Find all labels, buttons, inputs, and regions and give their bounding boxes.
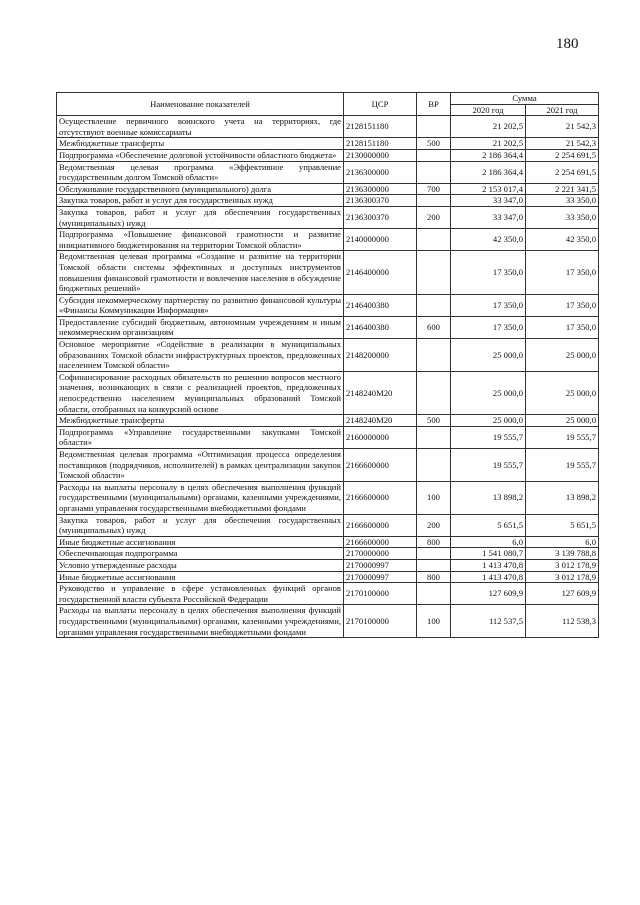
- row-csr: 2166600000: [344, 481, 417, 514]
- row-sum-2020: 25 000,0: [451, 339, 526, 372]
- row-csr: 2166600000: [344, 536, 417, 548]
- row-vr: 200: [417, 514, 451, 536]
- row-name: Основное мероприятие «Содействие в реализации в муниципальных образованиях Томской области инфраструктурных проектов, предложенных населением Томской области»: [57, 339, 344, 372]
- row-sum-2021: 6,0: [526, 536, 599, 548]
- table-row: [57, 605, 599, 638]
- row-name: Ведомственная целевая программа «Создание и развитие на территории Томской области системы эффективных и доступных инструментов повышения финансовой грамотности и вовлечения населения в обсуждение бюджетных решений»: [57, 251, 344, 294]
- row-sum-2020: 2 153 017,4: [451, 183, 526, 195]
- row-sum-2020: 33 347,0: [451, 206, 526, 228]
- budget-table: [56, 92, 599, 638]
- table-body: [57, 116, 599, 638]
- table-row: [57, 138, 599, 150]
- row-vr: 800: [417, 571, 451, 583]
- row-name: Предоставление субсидий бюджетным, автономным учреждениям и иным некоммерческим организациям: [57, 316, 344, 338]
- row-sum-2020: 5 651,5: [451, 514, 526, 536]
- row-vr: [417, 339, 451, 372]
- header-name: Наименование показателей: [57, 93, 344, 116]
- row-sum-2021: 2 254 691,5: [526, 149, 599, 161]
- row-name: Иные бюджетные ассигнования: [57, 571, 344, 583]
- row-name: Межбюджетные трансферты: [57, 415, 344, 427]
- row-vr: 100: [417, 481, 451, 514]
- row-sum-2020: 19 555,7: [451, 449, 526, 482]
- row-vr: [417, 229, 451, 251]
- row-sum-2020: 33 347,0: [451, 195, 526, 207]
- row-name: Руководство и управление в сфере установленных функций органов государственной власти субъекта Российской Федерации: [57, 583, 344, 605]
- table-row: [57, 583, 599, 605]
- row-sum-2020: 21 202,5: [451, 116, 526, 138]
- row-vr: [417, 426, 451, 448]
- table-row: [57, 229, 599, 251]
- row-vr: [417, 294, 451, 316]
- row-sum-2020: 17 350,0: [451, 251, 526, 294]
- row-csr: 2148200000: [344, 339, 417, 372]
- table-header: [57, 93, 599, 116]
- row-csr: 2146400000: [344, 251, 417, 294]
- row-sum-2021: 13 898,2: [526, 481, 599, 514]
- row-sum-2021: 42 350,0: [526, 229, 599, 251]
- row-sum-2020: 25 000,0: [451, 415, 526, 427]
- row-sum-2021: 19 555,7: [526, 449, 599, 482]
- row-name: Обеспечивающая подпрограмма: [57, 548, 344, 560]
- row-vr: 500: [417, 415, 451, 427]
- row-sum-2021: 25 000,0: [526, 415, 599, 427]
- row-sum-2021: 2 221 341,5: [526, 183, 599, 195]
- table-row: [57, 548, 599, 560]
- row-sum-2021: 33 350,0: [526, 195, 599, 207]
- table-row: [57, 571, 599, 583]
- table-row: [57, 183, 599, 195]
- row-name: Софинансирование расходных обязательств по решению вопросов местного значения, возникающих в связи с реализацией проектов, предложенных непосредственно населением муниципальных образований Томской области, отобранных на конкурсной основе: [57, 371, 344, 414]
- row-vr: 600: [417, 316, 451, 338]
- table-row: [57, 559, 599, 571]
- row-sum-2020: 2 186 364,4: [451, 161, 526, 183]
- row-csr: 2146400380: [344, 294, 417, 316]
- row-name: Ведомственная целевая программа «Эффективное управление государственным долгом Томской области»: [57, 161, 344, 183]
- row-csr: 2128151180: [344, 138, 417, 150]
- header-csr: ЦСР: [344, 93, 417, 116]
- table-row: [57, 415, 599, 427]
- row-csr: 2166600000: [344, 514, 417, 536]
- row-name: Обслуживание государственного (муниципального) долга: [57, 183, 344, 195]
- row-vr: [417, 195, 451, 207]
- table-row: [57, 294, 599, 316]
- row-vr: [417, 583, 451, 605]
- row-sum-2021: 25 000,0: [526, 371, 599, 414]
- row-csr: 2166600000: [344, 449, 417, 482]
- header-year-2020: 2020 год: [451, 104, 526, 116]
- row-name: Ведомственная целевая программа «Оптимизация процесса определения поставщиков (подрядчиков, исполнителей) в рамках централизации закупок Томской области»: [57, 449, 344, 482]
- row-sum-2021: 21 542,3: [526, 138, 599, 150]
- row-vr: [417, 149, 451, 161]
- table-row: [57, 536, 599, 548]
- row-name: Расходы на выплаты персоналу в целях обеспечения выполнения функций государственными (муниципальными) органами, казенными учреждениями, органами управления государственными внебюджетными фондами: [57, 605, 344, 638]
- table-row: [57, 371, 599, 414]
- row-csr: 2148240М20: [344, 371, 417, 414]
- row-vr: [417, 251, 451, 294]
- row-sum-2020: 2 186 364,4: [451, 149, 526, 161]
- row-sum-2020: 112 537,5: [451, 605, 526, 638]
- row-csr: 2128151180: [344, 116, 417, 138]
- row-sum-2020: 17 350,0: [451, 316, 526, 338]
- table-row: [57, 251, 599, 294]
- table-row: [57, 161, 599, 183]
- table-row: [57, 514, 599, 536]
- row-sum-2020: 17 350,0: [451, 294, 526, 316]
- header-sum: Сумма: [451, 93, 599, 105]
- row-csr: 2146400380: [344, 316, 417, 338]
- table-row: [57, 449, 599, 482]
- row-csr: 2130000000: [344, 149, 417, 161]
- table-row: [57, 149, 599, 161]
- row-sum-2020: 6,0: [451, 536, 526, 548]
- row-sum-2021: 21 542,3: [526, 116, 599, 138]
- row-sum-2020: 1 413 470,8: [451, 571, 526, 583]
- row-sum-2020: 19 555,7: [451, 426, 526, 448]
- row-sum-2020: 127 609,9: [451, 583, 526, 605]
- page-number: 180: [556, 36, 579, 52]
- row-sum-2021: 17 350,0: [526, 251, 599, 294]
- row-name: Подпрограмма «Обеспечение долговой устойчивости областного бюджета»: [57, 149, 344, 161]
- row-name: Закупка товаров, работ и услуг для государственных нужд: [57, 195, 344, 207]
- row-name: Субсидия некоммерческому партнерству по развитию финансовой культуры «Финансы Коммуникации Информация»: [57, 294, 344, 316]
- header-vr: ВР: [417, 93, 451, 116]
- row-name: Закупка товаров, работ и услуг для обеспечения государственных (муниципальных) нужд: [57, 514, 344, 536]
- table-row: [57, 206, 599, 228]
- row-vr: [417, 449, 451, 482]
- row-sum-2021: 25 000,0: [526, 339, 599, 372]
- header-year-2021: 2021 год: [526, 104, 599, 116]
- row-sum-2021: 17 350,0: [526, 294, 599, 316]
- row-vr: 700: [417, 183, 451, 195]
- row-vr: [417, 116, 451, 138]
- row-name: Межбюджетные трансферты: [57, 138, 344, 150]
- row-sum-2020: 1 541 080,7: [451, 548, 526, 560]
- row-sum-2020: 25 000,0: [451, 371, 526, 414]
- row-csr: 2160000000: [344, 426, 417, 448]
- row-vr: [417, 548, 451, 560]
- row-csr: 2170000000: [344, 548, 417, 560]
- row-name: Подпрограмма «Управление государственными закупками Томской области»: [57, 426, 344, 448]
- row-vr: [417, 559, 451, 571]
- row-name: Иные бюджетные ассигнования: [57, 536, 344, 548]
- row-csr: 2170100000: [344, 583, 417, 605]
- row-vr: [417, 371, 451, 414]
- table-row: [57, 481, 599, 514]
- row-csr: 2136300000: [344, 161, 417, 183]
- row-sum-2021: 2 254 691,5: [526, 161, 599, 183]
- table-row: [57, 195, 599, 207]
- row-sum-2021: 33 350,0: [526, 206, 599, 228]
- row-sum-2020: 13 898,2: [451, 481, 526, 514]
- row-sum-2021: 3 012 178,9: [526, 559, 599, 571]
- row-vr: [417, 161, 451, 183]
- row-vr: 500: [417, 138, 451, 150]
- row-csr: 2140000000: [344, 229, 417, 251]
- table-row: [57, 316, 599, 338]
- row-vr: 100: [417, 605, 451, 638]
- row-csr: 2136300370: [344, 195, 417, 207]
- row-csr: 2136300000: [344, 183, 417, 195]
- row-sum-2021: 127 609,9: [526, 583, 599, 605]
- row-sum-2021: 5 651,5: [526, 514, 599, 536]
- row-sum-2021: 19 555,7: [526, 426, 599, 448]
- row-sum-2021: 3 139 788,8: [526, 548, 599, 560]
- table-row: [57, 116, 599, 138]
- row-sum-2020: 21 202,5: [451, 138, 526, 150]
- row-name: Осуществление первичного воинского учета на территориях, где отсутствуют военные комиссариаты: [57, 116, 344, 138]
- row-vr: 200: [417, 206, 451, 228]
- row-sum-2020: 1 413 470,8: [451, 559, 526, 571]
- row-csr: 2170000997: [344, 559, 417, 571]
- row-csr: 2148240М20: [344, 415, 417, 427]
- row-csr: 2170100000: [344, 605, 417, 638]
- row-sum-2021: 112 538,3: [526, 605, 599, 638]
- row-csr: 2170000997: [344, 571, 417, 583]
- row-name: Условно утвержденные расходы: [57, 559, 344, 571]
- table-row: [57, 426, 599, 448]
- row-name: Подпрограмма «Повышение финансовой грамотности и развитие инициативного бюджетирования на территории Томской области»: [57, 229, 344, 251]
- row-csr: 2136300370: [344, 206, 417, 228]
- row-vr: 800: [417, 536, 451, 548]
- row-name: Закупка товаров, работ и услуг для обеспечения государственных (муниципальных) нужд: [57, 206, 344, 228]
- row-sum-2021: 17 350,0: [526, 316, 599, 338]
- row-name: Расходы на выплаты персоналу в целях обеспечения выполнения функций государственными (муниципальными) органами, казенными учреждениями, органами управления государственными внебюджетными фондами: [57, 481, 344, 514]
- row-sum-2021: 3 012 178,9: [526, 571, 599, 583]
- row-sum-2020: 42 350,0: [451, 229, 526, 251]
- table-row: [57, 339, 599, 372]
